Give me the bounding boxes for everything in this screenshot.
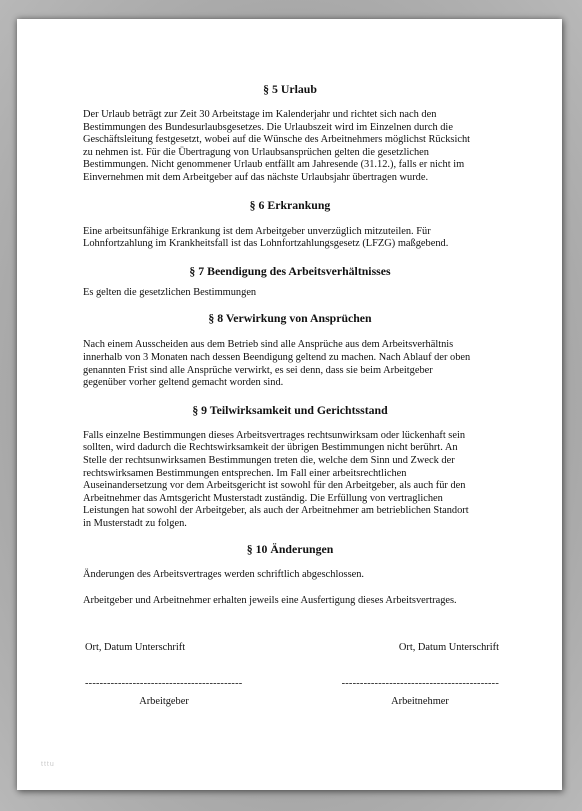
section-text-erkrankung: Eine arbeitsunfähige Erkrankung ist dem Arbeitgeber unverzüglich mitzuteilen. Für Lohnfortzahlung im Krankheitsfall ist das Lohnfortzahlungsgesetz (LFZG) maßgebend. <box>83 225 449 250</box>
document-page <box>17 19 562 790</box>
section-heading-erkrankung: § 6 Erkrankung <box>249 197 331 212</box>
employee-place-date-label: Ort, Datum Unterschrift <box>398 642 499 653</box>
section-heading-aenderungen: § 10 Änderungen <box>246 542 334 557</box>
section-text-aenderungen-1: Änderungen des Arbeitsvertrages werden schriftlich abgeschlossen. <box>83 569 365 581</box>
section-text-beendigung: Es gelten die gesetzlichen Bestimmungen <box>83 286 257 298</box>
document-body <box>83 82 497 608</box>
employee-role-label: Arbeitnehmer <box>391 696 449 707</box>
section-text-verwirkung: Nach einem Ausscheiden aus dem Betrieb sind alle Ansprüche aus dem Arbeitsverhältnis innerhalb von 3 Monaten nach dessen Beendigung geltend zu machen. Nach Ablauf der oben genannten Frist sind alle Ansprüche verwirkt, es sei denn, dass sie beim Arbeitgeber gegenüber vorher geltend gemacht worden sind. <box>83 339 471 389</box>
employer-role-label: Arbeitgeber <box>139 696 189 707</box>
section-heading-teilwirksamkeit: § 9 Teilwirksamkeit und Gerichtsstand <box>192 402 388 417</box>
employee-signature-line: ------------------------------------------- <box>341 678 499 689</box>
section-heading-beendigung: § 7 Beendigung des Arbeitsverhältnisses <box>189 263 391 278</box>
section-text-teilwirksamkeit: Falls einzelne Bestimmungen dieses Arbeitsvertrages rechtsunwirksam oder lückenhaft sein sollten, wird dadurch die Rechtswirksamkeit der übrigen Bestimmungen nicht berührt. An Stelle der rechtsunwirksamen Bestimmungen treten die, welche dem Sinn und Zweck der rechtswirksamen Bestimmungen entsprechen. Im Fall einer arbeitsrechtlichen Auseinandersetzung vor dem Arbeitsgericht ist sowohl für den Arbeitgeber, als auch für den Arbeitnehmer das Amtsgericht Musterstadt zuständig. Die Erfüllung von vertraglichen Leistungen hat sowohl der Arbeitgeber, als auch der Arbeitnehmer am betrieblichen Standort in Musterstadt zu folgen. <box>83 429 469 529</box>
watermark-text: tttu <box>41 761 55 768</box>
employer-place-date-label: Ort, Datum Unterschrift <box>85 642 186 653</box>
section-heading-urlaub: § 5 Urlaub <box>263 82 317 96</box>
section-text-aenderungen-2: Arbeitgeber und Arbeitnehmer erhalten jeweils eine Ausfertigung dieses Arbeitsvertrages. <box>83 595 457 607</box>
section-heading-verwirkung: § 8 Verwirkung von Ansprüchen <box>208 311 372 326</box>
employer-signature-line: ------------------------------------------- <box>85 678 243 689</box>
section-text-urlaub: Der Urlaub beträgt zur Zeit 30 Arbeitstage im Kalenderjahr und richtet sich nach den Bestimmungen des Bundesurlaubsgesetzes. Die Urlaubszeit wird im Einzelnen durch die Geschäftsleitung festgesetzt, wobei auf die Wünsche des Arbeitnehmers möglichst Rücksicht zu nehmen ist. Für die Übertragung von Urlaubsansprüchen gelten die gesetzlichen Bestimmungen. Nicht genommener Urlaub entfällt am Jahresende (31.12.), falls er nicht im Einvernehmen mit dem Arbeitgeber auf das nächste Urlaubsjahr übertragen wurde. <box>83 109 471 183</box>
